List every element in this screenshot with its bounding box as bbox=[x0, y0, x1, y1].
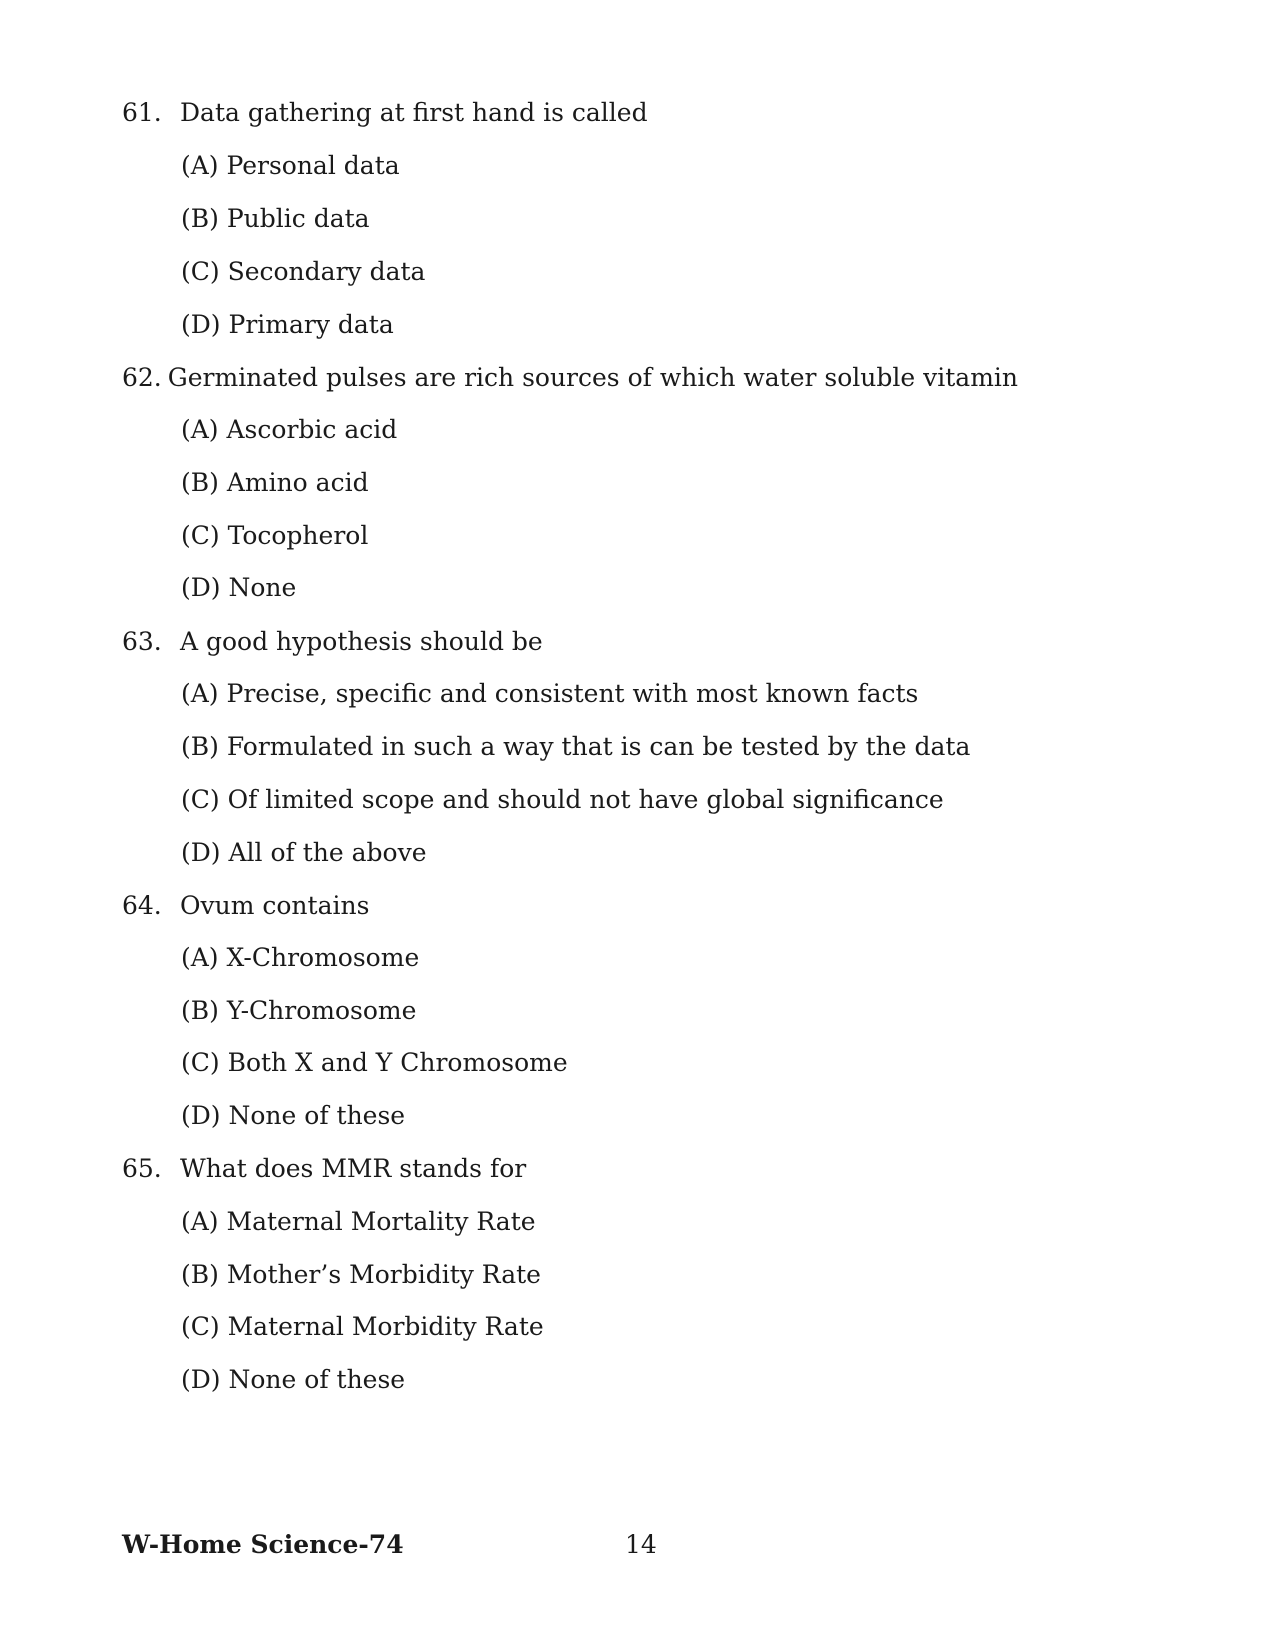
option-64-b: (B) Y-Chromosome bbox=[181, 996, 417, 1025]
option-65-c: (C) Maternal Morbidity Rate bbox=[181, 1312, 544, 1341]
question-number: 64. bbox=[122, 891, 162, 920]
question-62 bbox=[122, 362, 1018, 394]
option-63-a: (A) Precise, specific and consistent with most known facts bbox=[181, 679, 919, 708]
option-63-c: (C) Of limited scope and should not have global significance bbox=[181, 785, 944, 814]
option-62-d: (D) None bbox=[181, 573, 297, 602]
question-text: Ovum contains bbox=[180, 891, 370, 920]
option-61-a: (A) Personal data bbox=[181, 151, 400, 180]
option-61-d: (D) Primary data bbox=[181, 310, 394, 339]
option-65-b: (B) Mother’s Morbidity Rate bbox=[181, 1260, 541, 1289]
question-61 bbox=[122, 97, 648, 129]
question-text: A good hypothesis should be bbox=[180, 627, 543, 656]
option-62-c: (C) Tocopherol bbox=[181, 521, 369, 550]
option-64-d: (D) None of these bbox=[181, 1101, 406, 1130]
option-65-d: (D) None of these bbox=[181, 1365, 406, 1394]
option-63-d: (D) All of the above bbox=[181, 838, 427, 867]
question-text: Germinated pulses are rich sources of which water soluble vitamin bbox=[167, 363, 1019, 392]
question-text: Data gathering at first hand is called bbox=[180, 98, 648, 127]
option-62-a: (A) Ascorbic acid bbox=[181, 415, 398, 444]
question-64 bbox=[122, 890, 369, 922]
option-65-a: (A) Maternal Mortality Rate bbox=[181, 1207, 536, 1236]
question-63 bbox=[122, 626, 543, 658]
option-63-b: (B) Formulated in such a way that is can be tested by the data bbox=[181, 732, 971, 761]
option-64-a: (A) X-Chromosome bbox=[181, 943, 420, 972]
footer-paper-code: W-Home Science-74 bbox=[122, 1530, 404, 1559]
question-number: 65. bbox=[122, 1154, 162, 1183]
question-65 bbox=[122, 1153, 526, 1185]
question-number: 61. bbox=[122, 98, 162, 127]
option-62-b: (B) Amino acid bbox=[181, 468, 369, 497]
question-number: 62. bbox=[122, 363, 162, 392]
option-61-b: (B) Public data bbox=[181, 204, 370, 233]
page-number: 14 bbox=[625, 1530, 657, 1559]
question-text: What does MMR stands for bbox=[180, 1154, 527, 1183]
option-61-c: (C) Secondary data bbox=[181, 257, 426, 286]
option-64-c: (C) Both X and Y Chromosome bbox=[181, 1048, 568, 1077]
question-number: 63. bbox=[122, 627, 162, 656]
